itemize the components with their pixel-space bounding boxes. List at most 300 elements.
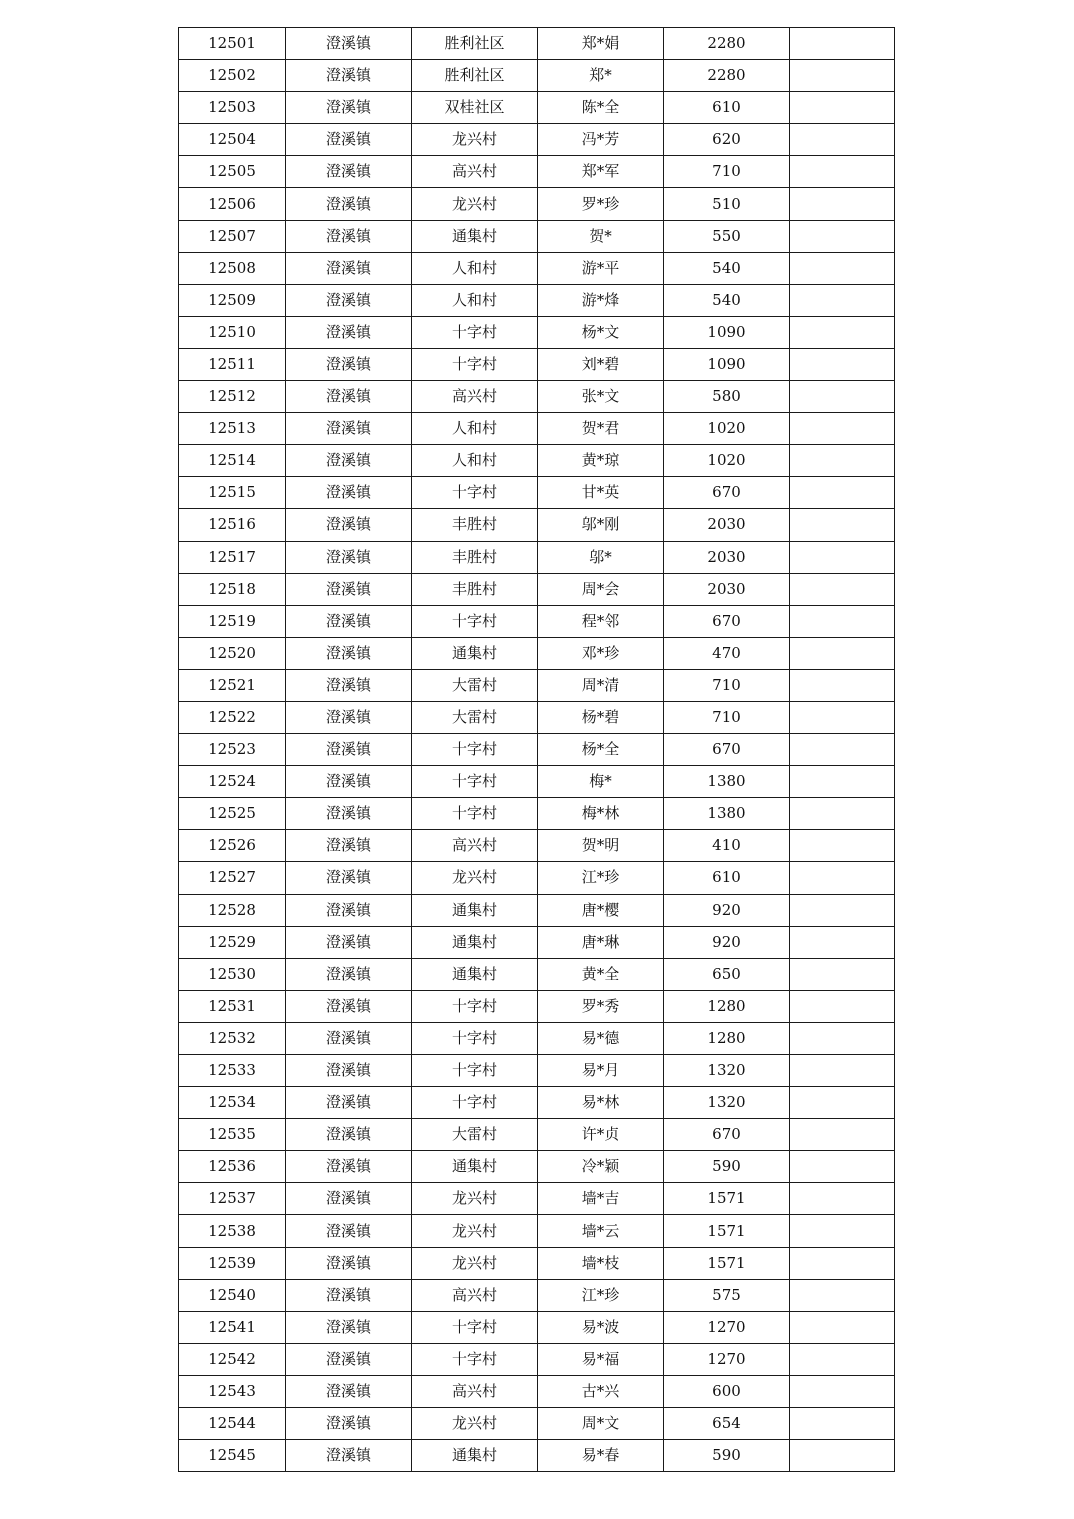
amount-cell: 920 bbox=[664, 926, 790, 958]
town-cell: 澄溪镇 bbox=[286, 1055, 412, 1087]
amount-cell: 670 bbox=[664, 605, 790, 637]
village-cell: 丰胜村 bbox=[412, 541, 538, 573]
serial-number-cell: 12514 bbox=[179, 445, 286, 477]
table-row bbox=[179, 156, 895, 188]
name-cell: 墙*枝 bbox=[538, 1247, 664, 1279]
table-row bbox=[179, 477, 895, 509]
table-row bbox=[179, 734, 895, 766]
serial-number-cell: 12528 bbox=[179, 894, 286, 926]
name-cell: 易*波 bbox=[538, 1311, 664, 1343]
town-cell: 澄溪镇 bbox=[286, 1408, 412, 1440]
remark-cell bbox=[790, 1440, 895, 1472]
amount-cell: 1270 bbox=[664, 1343, 790, 1375]
village-cell: 龙兴村 bbox=[412, 1408, 538, 1440]
remark-cell bbox=[790, 669, 895, 701]
village-cell: 双桂社区 bbox=[412, 92, 538, 124]
remark-cell bbox=[790, 220, 895, 252]
serial-number-cell: 12503 bbox=[179, 92, 286, 124]
amount-cell: 1090 bbox=[664, 316, 790, 348]
table-row bbox=[179, 1440, 895, 1472]
village-cell: 通集村 bbox=[412, 958, 538, 990]
amount-cell: 620 bbox=[664, 124, 790, 156]
village-cell: 人和村 bbox=[412, 252, 538, 284]
town-cell: 澄溪镇 bbox=[286, 252, 412, 284]
village-cell: 龙兴村 bbox=[412, 124, 538, 156]
remark-cell bbox=[790, 413, 895, 445]
amount-cell: 654 bbox=[664, 1408, 790, 1440]
village-cell: 高兴村 bbox=[412, 156, 538, 188]
remark-cell bbox=[790, 830, 895, 862]
table-row bbox=[179, 926, 895, 958]
table-row bbox=[179, 348, 895, 380]
table-row bbox=[179, 1247, 895, 1279]
table-row bbox=[179, 1022, 895, 1054]
village-cell: 十字村 bbox=[412, 1311, 538, 1343]
amount-cell: 1571 bbox=[664, 1183, 790, 1215]
amount-cell: 600 bbox=[664, 1375, 790, 1407]
name-cell: 冷*颖 bbox=[538, 1151, 664, 1183]
village-cell: 龙兴村 bbox=[412, 1215, 538, 1247]
serial-number-cell: 12524 bbox=[179, 766, 286, 798]
village-cell: 通集村 bbox=[412, 220, 538, 252]
table-row bbox=[179, 1343, 895, 1375]
serial-number-cell: 12504 bbox=[179, 124, 286, 156]
name-cell: 游*平 bbox=[538, 252, 664, 284]
town-cell: 澄溪镇 bbox=[286, 701, 412, 733]
town-cell: 澄溪镇 bbox=[286, 798, 412, 830]
town-cell: 澄溪镇 bbox=[286, 1119, 412, 1151]
remark-cell bbox=[790, 798, 895, 830]
village-cell: 十字村 bbox=[412, 316, 538, 348]
remark-cell bbox=[790, 1215, 895, 1247]
amount-cell: 650 bbox=[664, 958, 790, 990]
remark-cell bbox=[790, 92, 895, 124]
amount-cell: 575 bbox=[664, 1279, 790, 1311]
serial-number-cell: 12525 bbox=[179, 798, 286, 830]
serial-number-cell: 12506 bbox=[179, 188, 286, 220]
amount-cell: 670 bbox=[664, 1119, 790, 1151]
amount-cell: 920 bbox=[664, 894, 790, 926]
amount-cell: 670 bbox=[664, 477, 790, 509]
town-cell: 澄溪镇 bbox=[286, 541, 412, 573]
amount-cell: 1270 bbox=[664, 1311, 790, 1343]
town-cell: 澄溪镇 bbox=[286, 1247, 412, 1279]
name-cell: 刘*碧 bbox=[538, 348, 664, 380]
amount-cell: 2280 bbox=[664, 60, 790, 92]
serial-number-cell: 12523 bbox=[179, 734, 286, 766]
name-cell: 罗*珍 bbox=[538, 188, 664, 220]
serial-number-cell: 12516 bbox=[179, 509, 286, 541]
remark-cell bbox=[790, 124, 895, 156]
table-row bbox=[179, 862, 895, 894]
amount-cell: 470 bbox=[664, 637, 790, 669]
amount-cell: 590 bbox=[664, 1440, 790, 1472]
village-cell: 十字村 bbox=[412, 766, 538, 798]
name-cell: 冯*芳 bbox=[538, 124, 664, 156]
amount-cell: 1320 bbox=[664, 1087, 790, 1119]
village-cell: 龙兴村 bbox=[412, 1183, 538, 1215]
name-cell: 陈*全 bbox=[538, 92, 664, 124]
village-cell: 大雷村 bbox=[412, 1119, 538, 1151]
amount-cell: 540 bbox=[664, 252, 790, 284]
village-cell: 丰胜村 bbox=[412, 509, 538, 541]
name-cell: 邬* bbox=[538, 541, 664, 573]
town-cell: 澄溪镇 bbox=[286, 188, 412, 220]
town-cell: 澄溪镇 bbox=[286, 1375, 412, 1407]
table-row bbox=[179, 1408, 895, 1440]
serial-number-cell: 12530 bbox=[179, 958, 286, 990]
town-cell: 澄溪镇 bbox=[286, 1343, 412, 1375]
town-cell: 澄溪镇 bbox=[286, 958, 412, 990]
village-cell: 十字村 bbox=[412, 1022, 538, 1054]
remark-cell bbox=[790, 990, 895, 1022]
name-cell: 易*林 bbox=[538, 1087, 664, 1119]
table-row bbox=[179, 669, 895, 701]
remark-cell bbox=[790, 509, 895, 541]
serial-number-cell: 12512 bbox=[179, 381, 286, 413]
table-row bbox=[179, 124, 895, 156]
name-cell: 杨*全 bbox=[538, 734, 664, 766]
name-cell: 郑*娟 bbox=[538, 28, 664, 60]
serial-number-cell: 12518 bbox=[179, 573, 286, 605]
village-cell: 十字村 bbox=[412, 1087, 538, 1119]
table-row bbox=[179, 830, 895, 862]
table-row bbox=[179, 28, 895, 60]
serial-number-cell: 12538 bbox=[179, 1215, 286, 1247]
name-cell: 贺*君 bbox=[538, 413, 664, 445]
town-cell: 澄溪镇 bbox=[286, 573, 412, 605]
serial-number-cell: 12515 bbox=[179, 477, 286, 509]
serial-number-cell: 12541 bbox=[179, 1311, 286, 1343]
name-cell: 黄*琼 bbox=[538, 445, 664, 477]
remark-cell bbox=[790, 862, 895, 894]
serial-number-cell: 12507 bbox=[179, 220, 286, 252]
serial-number-cell: 12521 bbox=[179, 669, 286, 701]
serial-number-cell: 12531 bbox=[179, 990, 286, 1022]
serial-number-cell: 12519 bbox=[179, 605, 286, 637]
serial-number-cell: 12508 bbox=[179, 252, 286, 284]
town-cell: 澄溪镇 bbox=[286, 445, 412, 477]
remark-cell bbox=[790, 252, 895, 284]
remark-cell bbox=[790, 381, 895, 413]
serial-number-cell: 12526 bbox=[179, 830, 286, 862]
name-cell: 黄*全 bbox=[538, 958, 664, 990]
serial-number-cell: 12533 bbox=[179, 1055, 286, 1087]
serial-number-cell: 12522 bbox=[179, 701, 286, 733]
table-row bbox=[179, 958, 895, 990]
town-cell: 澄溪镇 bbox=[286, 1087, 412, 1119]
table-row bbox=[179, 541, 895, 573]
town-cell: 澄溪镇 bbox=[286, 156, 412, 188]
town-cell: 澄溪镇 bbox=[286, 766, 412, 798]
serial-number-cell: 12505 bbox=[179, 156, 286, 188]
serial-number-cell: 12501 bbox=[179, 28, 286, 60]
remark-cell bbox=[790, 1279, 895, 1311]
serial-number-cell: 12509 bbox=[179, 284, 286, 316]
serial-number-cell: 12544 bbox=[179, 1408, 286, 1440]
amount-cell: 2030 bbox=[664, 541, 790, 573]
table-row bbox=[179, 381, 895, 413]
remark-cell bbox=[790, 894, 895, 926]
table-row bbox=[179, 1183, 895, 1215]
amount-cell: 1090 bbox=[664, 348, 790, 380]
remark-cell bbox=[790, 1055, 895, 1087]
remark-cell bbox=[790, 701, 895, 733]
amount-cell: 710 bbox=[664, 156, 790, 188]
village-cell: 十字村 bbox=[412, 990, 538, 1022]
table-row bbox=[179, 766, 895, 798]
town-cell: 澄溪镇 bbox=[286, 124, 412, 156]
table-row bbox=[179, 1215, 895, 1247]
village-cell: 龙兴村 bbox=[412, 1247, 538, 1279]
town-cell: 澄溪镇 bbox=[286, 990, 412, 1022]
town-cell: 澄溪镇 bbox=[286, 477, 412, 509]
remark-cell bbox=[790, 1375, 895, 1407]
village-cell: 龙兴村 bbox=[412, 862, 538, 894]
serial-number-cell: 12540 bbox=[179, 1279, 286, 1311]
table-row bbox=[179, 188, 895, 220]
name-cell: 许*贞 bbox=[538, 1119, 664, 1151]
serial-number-cell: 12539 bbox=[179, 1247, 286, 1279]
village-cell: 十字村 bbox=[412, 798, 538, 830]
remark-cell bbox=[790, 477, 895, 509]
amount-cell: 510 bbox=[664, 188, 790, 220]
village-cell: 人和村 bbox=[412, 284, 538, 316]
table-row bbox=[179, 1311, 895, 1343]
name-cell: 易*德 bbox=[538, 1022, 664, 1054]
town-cell: 澄溪镇 bbox=[286, 1279, 412, 1311]
serial-number-cell: 12527 bbox=[179, 862, 286, 894]
remark-cell bbox=[790, 734, 895, 766]
remark-cell bbox=[790, 188, 895, 220]
name-cell: 程*邻 bbox=[538, 605, 664, 637]
serial-number-cell: 12520 bbox=[179, 637, 286, 669]
town-cell: 澄溪镇 bbox=[286, 381, 412, 413]
village-cell: 高兴村 bbox=[412, 1375, 538, 1407]
name-cell: 周*清 bbox=[538, 669, 664, 701]
amount-cell: 610 bbox=[664, 92, 790, 124]
village-cell: 高兴村 bbox=[412, 381, 538, 413]
serial-number-cell: 12537 bbox=[179, 1183, 286, 1215]
town-cell: 澄溪镇 bbox=[286, 926, 412, 958]
remark-cell bbox=[790, 60, 895, 92]
village-cell: 十字村 bbox=[412, 1343, 538, 1375]
serial-number-cell: 12529 bbox=[179, 926, 286, 958]
remark-cell bbox=[790, 316, 895, 348]
village-cell: 胜利社区 bbox=[412, 60, 538, 92]
name-cell: 杨*文 bbox=[538, 316, 664, 348]
name-cell: 游*烽 bbox=[538, 284, 664, 316]
table-row bbox=[179, 220, 895, 252]
serial-number-cell: 12535 bbox=[179, 1119, 286, 1151]
town-cell: 澄溪镇 bbox=[286, 1215, 412, 1247]
serial-number-cell: 12536 bbox=[179, 1151, 286, 1183]
amount-cell: 550 bbox=[664, 220, 790, 252]
name-cell: 邓*珍 bbox=[538, 637, 664, 669]
table-row bbox=[179, 284, 895, 316]
table-row bbox=[179, 1279, 895, 1311]
table-row bbox=[179, 1055, 895, 1087]
remark-cell bbox=[790, 1087, 895, 1119]
village-cell: 龙兴村 bbox=[412, 188, 538, 220]
table-body bbox=[179, 28, 895, 1472]
remark-cell bbox=[790, 1151, 895, 1183]
serial-number-cell: 12543 bbox=[179, 1375, 286, 1407]
table-row bbox=[179, 1375, 895, 1407]
amount-cell: 1320 bbox=[664, 1055, 790, 1087]
name-cell: 墙*云 bbox=[538, 1215, 664, 1247]
remark-cell bbox=[790, 28, 895, 60]
town-cell: 澄溪镇 bbox=[286, 1440, 412, 1472]
serial-number-cell: 12502 bbox=[179, 60, 286, 92]
amount-cell: 1020 bbox=[664, 445, 790, 477]
name-cell: 贺*明 bbox=[538, 830, 664, 862]
remark-cell bbox=[790, 605, 895, 637]
data-table bbox=[178, 27, 895, 1472]
town-cell: 澄溪镇 bbox=[286, 92, 412, 124]
town-cell: 澄溪镇 bbox=[286, 669, 412, 701]
name-cell: 易*福 bbox=[538, 1343, 664, 1375]
name-cell: 周*文 bbox=[538, 1408, 664, 1440]
amount-cell: 590 bbox=[664, 1151, 790, 1183]
amount-cell: 2030 bbox=[664, 509, 790, 541]
town-cell: 澄溪镇 bbox=[286, 862, 412, 894]
town-cell: 澄溪镇 bbox=[286, 1151, 412, 1183]
town-cell: 澄溪镇 bbox=[286, 60, 412, 92]
village-cell: 通集村 bbox=[412, 637, 538, 669]
town-cell: 澄溪镇 bbox=[286, 509, 412, 541]
village-cell: 高兴村 bbox=[412, 830, 538, 862]
name-cell: 易*月 bbox=[538, 1055, 664, 1087]
serial-number-cell: 12517 bbox=[179, 541, 286, 573]
remark-cell bbox=[790, 958, 895, 990]
village-cell: 丰胜村 bbox=[412, 573, 538, 605]
remark-cell bbox=[790, 445, 895, 477]
village-cell: 十字村 bbox=[412, 605, 538, 637]
serial-number-cell: 12511 bbox=[179, 348, 286, 380]
town-cell: 澄溪镇 bbox=[286, 28, 412, 60]
town-cell: 澄溪镇 bbox=[286, 830, 412, 862]
name-cell: 古*兴 bbox=[538, 1375, 664, 1407]
town-cell: 澄溪镇 bbox=[286, 637, 412, 669]
town-cell: 澄溪镇 bbox=[286, 1183, 412, 1215]
town-cell: 澄溪镇 bbox=[286, 605, 412, 637]
village-cell: 通集村 bbox=[412, 1151, 538, 1183]
name-cell: 周*会 bbox=[538, 573, 664, 605]
village-cell: 高兴村 bbox=[412, 1279, 538, 1311]
village-cell: 人和村 bbox=[412, 413, 538, 445]
name-cell: 罗*秀 bbox=[538, 990, 664, 1022]
table-row bbox=[179, 701, 895, 733]
table-row bbox=[179, 573, 895, 605]
amount-cell: 610 bbox=[664, 862, 790, 894]
name-cell: 甘*英 bbox=[538, 477, 664, 509]
town-cell: 澄溪镇 bbox=[286, 316, 412, 348]
remark-cell bbox=[790, 1183, 895, 1215]
serial-number-cell: 12545 bbox=[179, 1440, 286, 1472]
town-cell: 澄溪镇 bbox=[286, 284, 412, 316]
name-cell: 易*春 bbox=[538, 1440, 664, 1472]
village-cell: 十字村 bbox=[412, 477, 538, 509]
village-cell: 通集村 bbox=[412, 926, 538, 958]
remark-cell bbox=[790, 1343, 895, 1375]
table-row bbox=[179, 445, 895, 477]
remark-cell bbox=[790, 156, 895, 188]
town-cell: 澄溪镇 bbox=[286, 1022, 412, 1054]
amount-cell: 710 bbox=[664, 669, 790, 701]
table-row bbox=[179, 509, 895, 541]
village-cell: 通集村 bbox=[412, 1440, 538, 1472]
remark-cell bbox=[790, 1311, 895, 1343]
town-cell: 澄溪镇 bbox=[286, 734, 412, 766]
serial-number-cell: 12513 bbox=[179, 413, 286, 445]
remark-cell bbox=[790, 766, 895, 798]
amount-cell: 1571 bbox=[664, 1215, 790, 1247]
serial-number-cell: 12542 bbox=[179, 1343, 286, 1375]
amount-cell: 670 bbox=[664, 734, 790, 766]
amount-cell: 1380 bbox=[664, 798, 790, 830]
amount-cell: 1571 bbox=[664, 1247, 790, 1279]
village-cell: 通集村 bbox=[412, 894, 538, 926]
amount-cell: 710 bbox=[664, 701, 790, 733]
remark-cell bbox=[790, 1247, 895, 1279]
name-cell: 墙*吉 bbox=[538, 1183, 664, 1215]
remark-cell bbox=[790, 541, 895, 573]
town-cell: 澄溪镇 bbox=[286, 894, 412, 926]
table-row bbox=[179, 894, 895, 926]
remark-cell bbox=[790, 926, 895, 958]
table-row bbox=[179, 60, 895, 92]
name-cell: 郑* bbox=[538, 60, 664, 92]
village-cell: 胜利社区 bbox=[412, 28, 538, 60]
amount-cell: 540 bbox=[664, 284, 790, 316]
town-cell: 澄溪镇 bbox=[286, 1311, 412, 1343]
village-cell: 十字村 bbox=[412, 348, 538, 380]
remark-cell bbox=[790, 1022, 895, 1054]
serial-number-cell: 12534 bbox=[179, 1087, 286, 1119]
name-cell: 唐*樱 bbox=[538, 894, 664, 926]
serial-number-cell: 12510 bbox=[179, 316, 286, 348]
table-row bbox=[179, 1119, 895, 1151]
name-cell: 邬*刚 bbox=[538, 509, 664, 541]
amount-cell: 2030 bbox=[664, 573, 790, 605]
name-cell: 贺* bbox=[538, 220, 664, 252]
table-row bbox=[179, 798, 895, 830]
village-cell: 人和村 bbox=[412, 445, 538, 477]
amount-cell: 1280 bbox=[664, 990, 790, 1022]
village-cell: 十字村 bbox=[412, 734, 538, 766]
table-row bbox=[179, 1151, 895, 1183]
table-row bbox=[179, 637, 895, 669]
name-cell: 江*珍 bbox=[538, 862, 664, 894]
town-cell: 澄溪镇 bbox=[286, 220, 412, 252]
amount-cell: 1380 bbox=[664, 766, 790, 798]
amount-cell: 1020 bbox=[664, 413, 790, 445]
name-cell: 梅* bbox=[538, 766, 664, 798]
name-cell: 江*珍 bbox=[538, 1279, 664, 1311]
amount-cell: 2280 bbox=[664, 28, 790, 60]
table-row bbox=[179, 413, 895, 445]
village-cell: 十字村 bbox=[412, 1055, 538, 1087]
remark-cell bbox=[790, 573, 895, 605]
village-cell: 大雷村 bbox=[412, 701, 538, 733]
town-cell: 澄溪镇 bbox=[286, 348, 412, 380]
table-row bbox=[179, 92, 895, 124]
name-cell: 梅*林 bbox=[538, 798, 664, 830]
serial-number-cell: 12532 bbox=[179, 1022, 286, 1054]
village-cell: 大雷村 bbox=[412, 669, 538, 701]
amount-cell: 410 bbox=[664, 830, 790, 862]
